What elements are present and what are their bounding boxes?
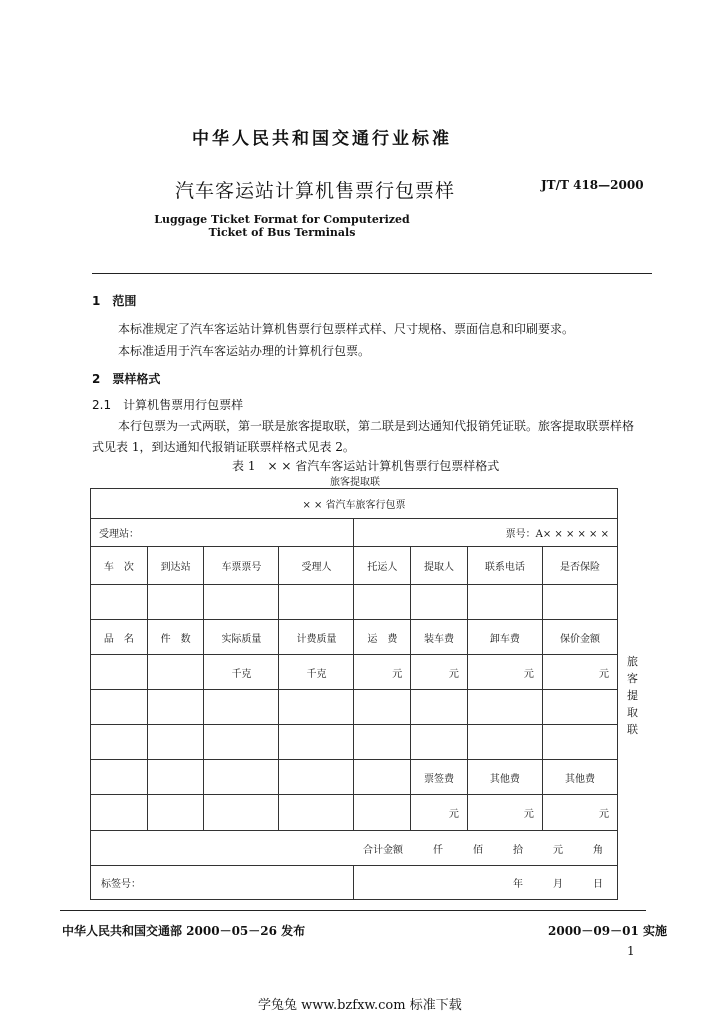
table-row [91, 725, 618, 760]
paragraph: 本标准规定了汽车客运站计算机售票行包票样式样、尺寸规格、票面信息和印刷要求。 [118, 322, 575, 336]
unit-cell: 元 [467, 795, 542, 831]
fee-label: 其他费 [467, 760, 542, 795]
total-unit: 拾 [513, 844, 523, 856]
header-cell: 托运人 [354, 547, 411, 585]
header-cell: 计费质量 [279, 620, 354, 655]
header-cell: 提取人 [411, 547, 468, 585]
date-unit: 年 [513, 879, 523, 890]
extra-fees-row [91, 760, 618, 795]
tag-row [91, 866, 618, 900]
header-row [91, 620, 618, 655]
header-cell: 保价金额 [542, 620, 617, 655]
luggage-ticket-table [90, 488, 618, 900]
tag-label: 标签号： [91, 866, 354, 900]
header-cell: 受理人 [279, 547, 354, 585]
header-cell: 卸车费 [467, 620, 542, 655]
unit-cell: 千克 [279, 655, 354, 690]
station-label: 受理站： [91, 519, 354, 547]
header-cell: 车票票号 [204, 547, 279, 585]
standard-category: 中华人民共和国交通行业标准 [192, 129, 452, 149]
unit-cell: 元 [467, 655, 542, 690]
footer-divider [60, 910, 646, 911]
standard-code: JT/T 418—2000 [541, 178, 644, 192]
table-row [91, 585, 618, 620]
watermark-text: 学兔兔 www.bzfxw.com 标准下载 [258, 998, 462, 1013]
units-row [91, 655, 618, 690]
total-unit: 元 [553, 844, 563, 856]
header-cell: 是否保险 [542, 547, 617, 585]
side-label: 旅客提取联 [627, 655, 638, 736]
fee-label: 其他费 [542, 760, 617, 795]
total-label: 合计金额 [363, 844, 403, 856]
header-cell: 联系电话 [467, 547, 542, 585]
extra-units-row [91, 795, 618, 831]
header-row [91, 547, 618, 585]
unit-cell: 元 [542, 655, 617, 690]
ticket-number: 票号：A× × × × × × [354, 519, 618, 547]
table-caption: 表 1 × × 省汽车客运站计算机售票行包票样格式 [232, 459, 500, 473]
header-cell: 到达站 [147, 547, 204, 585]
effective-text: 2000－09－01 实施 [548, 924, 667, 938]
page-number: 1 [627, 944, 635, 958]
total-unit: 角 [593, 844, 603, 856]
header-cell: 件 数 [147, 620, 204, 655]
issued-text: 中华人民共和国交通部 2000－05－26 发布 [62, 924, 306, 938]
total-unit: 佰 [473, 844, 483, 856]
unit-cell: 元 [411, 655, 468, 690]
unit-cell: 元 [354, 655, 411, 690]
english-title-line: Luggage Ticket Format for Computerized [154, 213, 410, 226]
header-cell: 运 费 [354, 620, 411, 655]
date-unit: 月 [553, 879, 563, 890]
total-unit: 仟 [433, 844, 443, 856]
header-cell: 车 次 [91, 547, 148, 585]
header-cell: 装车费 [411, 620, 468, 655]
english-title-line: Ticket of Bus Terminals [208, 226, 356, 239]
ticket-title: × × 省汽车旅客行包票 [91, 489, 618, 519]
header-cell: 品 名 [91, 620, 148, 655]
paragraph: 式见表 1，到达通知代报销证联票样格式见表 2。 [92, 440, 355, 454]
total-row [91, 831, 618, 866]
date-unit: 日 [593, 879, 603, 890]
table-subcaption: 旅客提取联 [330, 477, 380, 488]
section-2-1-title: 2.1 计算机售票用行包票样 [92, 398, 244, 412]
english-title [0, 213, 724, 239]
section-2-title: 2 票样格式 [92, 372, 161, 386]
paragraph: 本行包票为一式两联，第一联是旅客提取联，第二联是到达通知代报销凭证联。旅客提取联票样格 [118, 419, 635, 433]
document-title: 汽车客运站计算机售票行包票样 [175, 180, 456, 202]
unit-cell: 元 [542, 795, 617, 831]
unit-cell: 千克 [204, 655, 279, 690]
table-row [91, 690, 618, 725]
paragraph: 本标准适用于汽车客运站办理的计算机行包票。 [118, 344, 371, 358]
unit-cell: 元 [411, 795, 468, 831]
divider [92, 273, 652, 274]
section-1-title: 1 范围 [92, 294, 137, 308]
header-cell: 实际质量 [204, 620, 279, 655]
fee-label: 票签费 [411, 760, 468, 795]
